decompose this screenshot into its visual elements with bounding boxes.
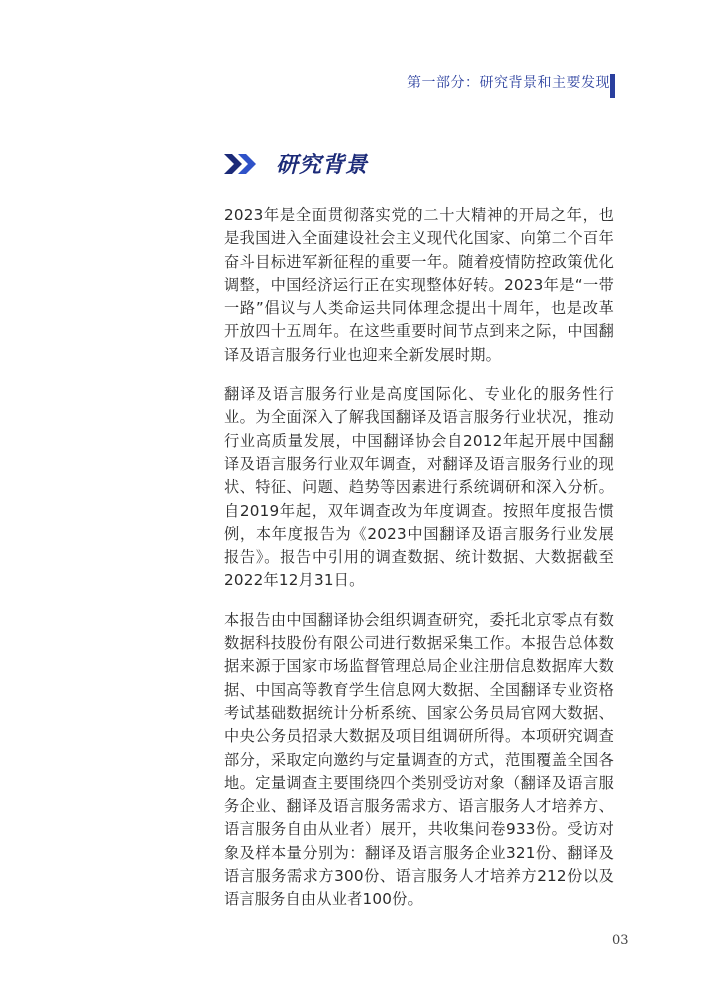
- body-text: [224, 204, 614, 928]
- header-title: 第一部分：研究背景和主要发现: [407, 75, 610, 91]
- double-chevron-right-icon: [224, 151, 266, 177]
- header-accent-bar: [610, 74, 615, 98]
- paragraph-3: 本报告由中国翻译协会组织调查研究，委托北京零点有数数据科技股份有限公司进行数据采集工作。本报告总体数据来源于国家市场监督管理总局企业注册信息数据库大数据、中国高等教育学生信息网大数据、全国翻译专业资格考试基础数据统计分析系统、国家公务员局官网大数据、中央公务员招录大数据及项目组调研所得。本项研究调查部分，采取定向邀约与定量调查的方式，范围覆盖全国各地。定量调查主要围绕四个类别受访对象（翻译及语言服务企业、翻译及语言服务需求方、语言服务人才培养方、语言服务自由从业者）展开，共收集问卷933份。受访对象及样本量分别为：翻译及语言服务企业321份、翻译及语言服务需求方300份、语言服务人才培养方212份以及语言服务自由从业者100份。: [224, 610, 614, 909]
- section-heading: 研究背景: [276, 153, 369, 178]
- paragraph-2: 翻译及语言服务行业是高度国际化、专业化的服务性行业。为全面深入了解我国翻译及语言服务行业状况，推动行业高质量发展，中国翻译协会自2012年起开展中国翻译及语言服务行业双年调查，对翻译及语言服务行业的现状、特征、问题、趋势等因素进行系统调研和深入分析。自2019年起，双年调查改为年度调查。按照年度报告惯例，本年度报告为《2023中国翻译及语言服务行业发展报告》。报告中引用的调查数据、统计数据、大数据截至2022年12月31日。: [224, 385, 614, 590]
- paragraph-1: 2023年是全面贯彻落实党的二十大精神的开局之年，也是我国进入全面建设社会主义现代化国家、向第二个百年奋斗目标进军新征程的重要一年。随着疫情防控政策优化调整，中国经济运行正在实现整体好转。2023年是“一带一路”倡议与人类命运共同体理念提出十周年，也是改革开放四十五周年。在这些重要时间节点到来之际，中国翻译及语言服务行业也迎来全新发展时期。: [224, 206, 614, 364]
- running-header: [407, 72, 610, 92]
- page-number: 03: [612, 933, 629, 948]
- section-title: [224, 148, 368, 179]
